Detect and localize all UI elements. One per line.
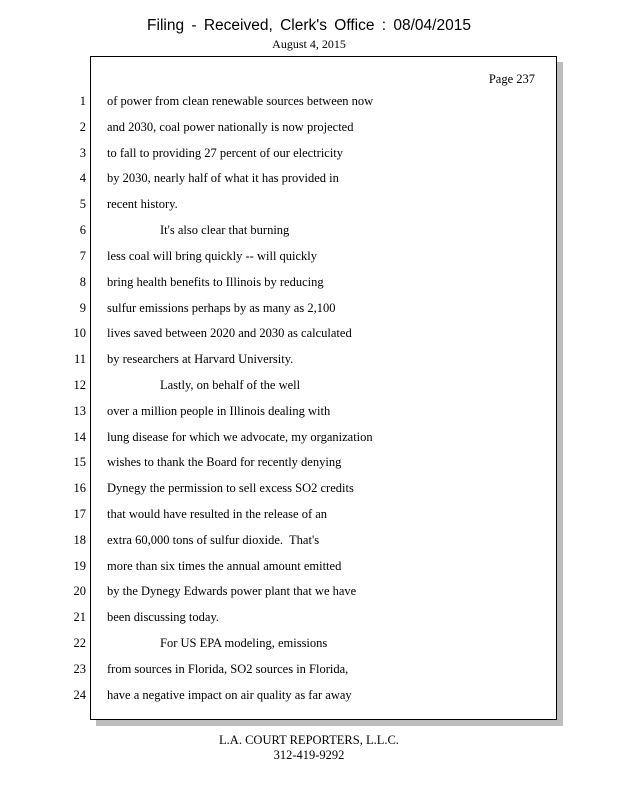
line-number: 23 xyxy=(73,661,86,676)
transcript-line: extra 60,000 tons of sulfur dioxide. That's xyxy=(107,532,320,547)
line-number: 1 xyxy=(79,94,86,108)
transcript-line: lung disease for which we advocate, my organization xyxy=(107,429,373,444)
line-number: 5 xyxy=(79,197,86,212)
page-number: Page 237 xyxy=(488,72,535,86)
line-number: 17 xyxy=(73,507,86,521)
line-number: 6 xyxy=(79,223,86,238)
filing-stamp: Filing - Received, Clerk's Office : 08/04/2015 xyxy=(147,17,471,34)
line-number: 11 xyxy=(73,352,86,367)
transcript-line: recent history. xyxy=(107,197,178,212)
line-number: 22 xyxy=(73,636,86,651)
transcript-line: lives saved between 2020 and 2030 as calculated xyxy=(107,326,352,341)
line-number: 16 xyxy=(73,481,86,496)
transcript-line: by researchers at Harvard University. xyxy=(107,352,294,367)
line-number: 12 xyxy=(73,377,86,392)
reporter-company: L.A. COURT REPORTERS, L.L.C. xyxy=(219,733,399,747)
line-number: 21 xyxy=(73,610,86,625)
transcript-line: of power from clean renewable sources between now xyxy=(107,94,374,108)
transcript-line: and 2030, coal power nationally is now projected xyxy=(107,119,354,134)
transcript-line: less coal will bring quickly -- will quickly xyxy=(107,248,318,263)
transcript-line: bring health benefits to Illinois by reducing xyxy=(107,274,324,289)
transcript-line: Lastly, on behalf of the well xyxy=(160,377,301,392)
line-number: 24 xyxy=(73,687,86,702)
transcript-line: For US EPA modeling, emissions xyxy=(160,636,328,651)
line-number: 18 xyxy=(73,532,86,547)
transcript-line: that would have resulted in the release of an xyxy=(107,507,328,521)
line-number: 20 xyxy=(73,584,86,599)
line-number: 7 xyxy=(79,248,86,263)
line-number: 15 xyxy=(73,455,86,470)
transcript-line: have a negative impact on air quality as far away xyxy=(107,687,352,702)
transcript-line: wishes to thank the Board for recently denying xyxy=(107,455,342,470)
reporter-phone: 312-419-9292 xyxy=(273,748,345,762)
line-number: 3 xyxy=(79,145,86,160)
line-number: 13 xyxy=(73,403,86,418)
line-number: 4 xyxy=(79,171,86,186)
transcript-line: by 2030, nearly half of what it has provided in xyxy=(107,171,339,186)
transcript-line: been discussing today. xyxy=(107,610,220,625)
line-numbers xyxy=(50,96,86,716)
line-number: 9 xyxy=(79,300,86,315)
transcript-line: sulfur emissions perhaps by as many as 2,100 xyxy=(107,300,336,315)
line-number: 14 xyxy=(73,429,86,444)
transcript-line: by the Dynegy Edwards power plant that we have xyxy=(107,584,357,599)
transcript-line: It's also clear that burning xyxy=(160,223,290,238)
line-number: 2 xyxy=(79,119,86,134)
line-number: 19 xyxy=(73,558,86,573)
line-number: 10 xyxy=(73,326,86,341)
line-number: 8 xyxy=(79,274,86,289)
transcript-line: to fall to providing 27 percent of our electricity xyxy=(107,145,344,160)
transcript-line: more than six times the annual amount emitted xyxy=(107,558,342,573)
transcript-line: Dynegy the permission to sell excess SO2 credits xyxy=(107,481,354,496)
transcript-line: from sources in Florida, SO2 sources in Florida, xyxy=(107,661,349,676)
transcript-date: August 4, 2015 xyxy=(272,37,346,51)
transcript-line: over a million people in Illinois dealing with xyxy=(107,403,331,418)
transcript-text xyxy=(107,96,547,716)
